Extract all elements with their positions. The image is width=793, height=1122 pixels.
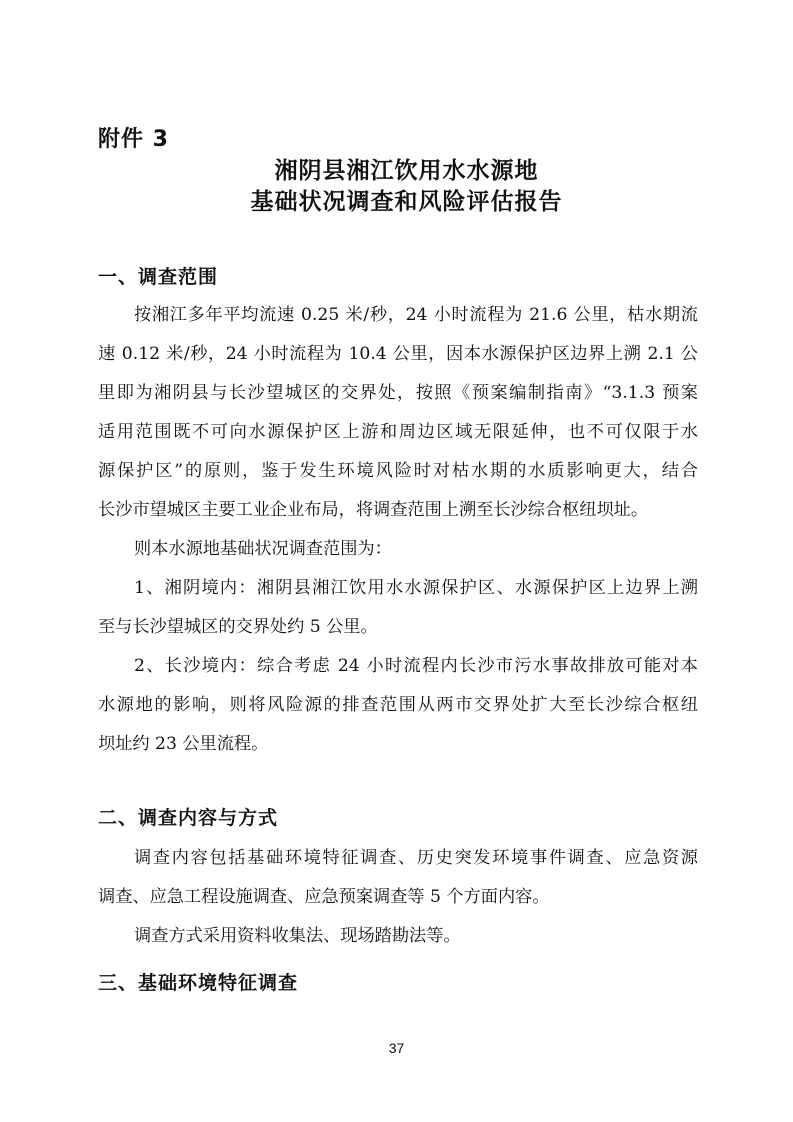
paragraph-line: 源保护区”的原则，鉴于发生环境风险时对枯水期的水质影响更大，结合	[98, 461, 698, 481]
page-number: 37	[388, 1040, 405, 1056]
paragraph-line: 速 0.12 米/秒，24 小时流程为 10.4 公里，因本水源保护区边界上溯 2.1 公	[98, 344, 698, 364]
paragraph-line: 调查内容包括基础环境特征调查、历史突发环境事件调查、应急资源	[134, 848, 698, 868]
paragraph-line: 至与长沙望城区的交界处约 5 公里。	[98, 617, 378, 637]
paragraph-line: 2、长沙境内：综合考虑 24 小时流程内长沙市污水事故排放可能对本	[134, 656, 698, 676]
paragraph-line: 水源地的影响，则将风险源的排查范围从两市交界处扩大至长沙综合枢纽	[98, 695, 698, 715]
report-title-line-1: 湘阴县湘江饮用水水源地	[274, 158, 539, 184]
paragraph-line: 按湘江多年平均流速 0.25 米/秒，24 小时流程为 21.6 公里，枯水期流	[134, 305, 698, 325]
section-heading-content-method: 二、调查内容与方式	[98, 807, 279, 829]
report-title-line-2: 基础状况调查和风险评估报告	[250, 189, 563, 215]
section-heading-scope: 一、调查范围	[98, 266, 219, 288]
paragraph-line: 长沙市望城区主要工业企业布局，将调查范围上溯至长沙综合枢纽坝址。	[98, 500, 649, 520]
paragraph-line: 则本水源地基础状况调查范围为：	[134, 539, 392, 559]
paragraph-line: 调查方式采用资料收集法、现场踏勘法等。	[134, 926, 461, 946]
paragraph-line: 适用范围既不可向水源保护区上游和周边区域无限延伸，也不可仅限于水	[98, 422, 698, 442]
paragraph-line: 坝址约 23 公里流程。	[98, 734, 269, 754]
section-heading-baseline: 三、基础环境特征调查	[98, 972, 299, 994]
paragraph-line: 里即为湘阴县与长沙望城区的交界处，按照《预案编制指南》“3.1.3 预案	[98, 383, 698, 403]
annex-label: 附件 3	[98, 127, 169, 152]
paragraph-line: 调查、应急工程设施调查、应急预案调查等 5 个方面内容。	[98, 887, 550, 907]
paragraph-line: 1、湘阴境内：湘阴县湘江饮用水水源保护区、水源保护区上边界上溯	[134, 578, 698, 598]
